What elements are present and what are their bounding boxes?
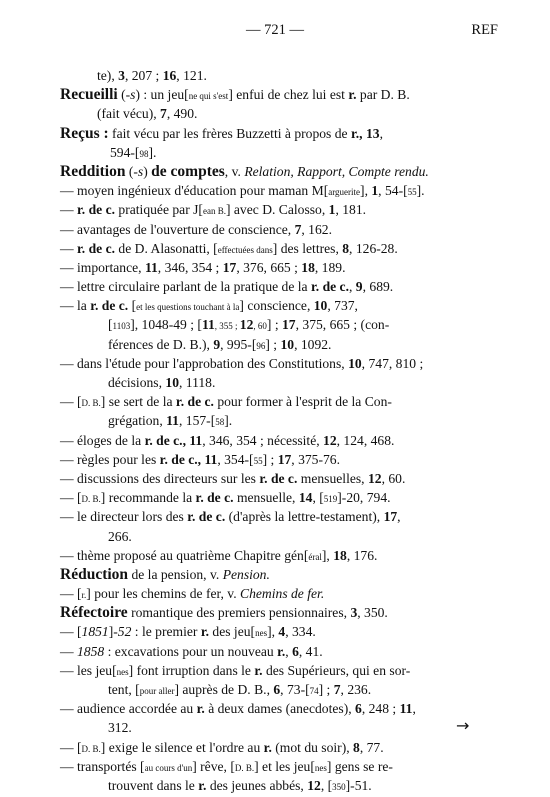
entry-text: 18 — [333, 547, 347, 563]
entry-text: -s — [133, 163, 144, 179]
entry-text: , — [412, 701, 416, 717]
entry-headword: Réduction — [60, 565, 129, 583]
entry-text: 1851 — [81, 624, 109, 640]
entry-text: ] et les jeu[ — [254, 758, 315, 774]
entry-headword: Recueilli — [60, 86, 118, 104]
entry-text: ]. — [224, 413, 233, 429]
entry-text: — [ — [60, 586, 82, 602]
entry-text: ] auprès de D. B., — [174, 682, 274, 697]
entry-text: , 995-[ — [220, 336, 257, 352]
entry-text: ] pour les chemins de fer, v. — [86, 586, 241, 602]
entry-text: D. B. — [81, 494, 101, 505]
entry-text: 519 — [323, 494, 338, 505]
entry-text: — audience accordée au — [60, 701, 197, 717]
entry-text: 18 — [301, 259, 315, 275]
entry-text: mensuelle, — [233, 490, 299, 506]
entry-text: r. — [198, 777, 207, 793]
index-line — [60, 603, 500, 622]
entry-text: r. de c. — [175, 394, 214, 410]
entry-text: 4 — [278, 624, 286, 640]
entry-text: 7 — [160, 106, 167, 122]
entry-text: éral — [308, 551, 322, 562]
entry-text: ] ; — [266, 317, 282, 333]
index-line — [60, 546, 500, 565]
index-line — [60, 258, 500, 277]
entry-text: 55 — [407, 187, 417, 198]
entry-text: r. — [196, 701, 205, 717]
index-line — [60, 104, 500, 123]
entry-text: [ — [108, 317, 113, 333]
entry-text: , — [379, 125, 383, 141]
entry-text: 6 — [292, 643, 299, 659]
entry-text: — thème proposé au quatrième Chapitre gén[ — [60, 547, 309, 563]
entry-text: , 157-[ — [178, 413, 216, 429]
entry-text: 52 — [117, 624, 132, 640]
entry-text: 266. — [108, 528, 132, 544]
entry-text: , 354-[ — [217, 451, 254, 467]
index-line — [60, 738, 500, 757]
entry-text: 55 — [253, 455, 263, 466]
entry-text: ] rêve, [ — [192, 758, 235, 774]
entry-text: r. de c. — [259, 470, 298, 486]
entry-text: 312. — [108, 720, 132, 736]
index-line — [60, 507, 500, 526]
entry-text: , 248 ; — [361, 701, 400, 717]
entry-text: D. B. — [234, 762, 255, 773]
entry-text: 10 — [313, 298, 328, 314]
entry-text: nes — [255, 628, 268, 639]
index-line — [60, 642, 500, 661]
entry-headword: Réfectoire — [60, 604, 128, 622]
entry-text: 11 — [201, 317, 215, 333]
entry-text: et les questions touchant à la — [136, 302, 240, 313]
entry-text: ]- — [108, 624, 118, 640]
entry-text: — éloges de la — [60, 432, 145, 448]
entry-text: romantique des premiers pensionnaires, — [127, 605, 351, 621]
index-line — [60, 661, 500, 680]
entry-text: r. de c., 11 — [159, 451, 218, 467]
entry-text: Chemins de fer. — [240, 586, 325, 602]
entry-text: à deux dames (anecdotes), — [204, 701, 356, 717]
entry-text: 10 — [165, 375, 179, 390]
entry-text: ] conscience, — [239, 298, 314, 314]
index-line — [60, 220, 500, 239]
entry-text: 12 — [239, 317, 254, 333]
entry-text: 17 — [383, 509, 398, 525]
entry-text: — règles pour les — [60, 451, 160, 467]
index-line — [60, 411, 500, 430]
entry-text: — avantages de l'ouverture de conscience, — [60, 221, 295, 237]
index-line — [60, 277, 500, 296]
entry-text: : excavations pour un nouveau — [104, 643, 278, 659]
entry-text: ( — [125, 163, 134, 179]
entry-text: 6 — [355, 701, 362, 717]
entry-text: r. de c. — [90, 298, 129, 314]
entry-text: , 54-[ — [378, 183, 408, 199]
entry-text: de la pension, v. — [128, 566, 223, 582]
entry-text: 10 — [280, 336, 295, 352]
entry-text: 96 — [256, 340, 266, 351]
entry-text: mensuelles, — [297, 470, 368, 486]
entry-text: , 60. — [381, 470, 406, 486]
entry-text: trouvent dans le — [108, 777, 199, 793]
entry-text: 1103 — [112, 321, 131, 332]
entry-text: ] ; — [265, 336, 281, 352]
entry-text: — [ — [60, 490, 82, 506]
entry-text: tent, [ — [108, 682, 140, 697]
entry-text: , 689. — [362, 279, 394, 295]
entry-text: ] avec D. Calosso, — [225, 202, 329, 218]
entry-text: — [ — [60, 394, 82, 410]
entry-text: 6 — [273, 682, 281, 697]
index-line — [60, 85, 500, 104]
entry-text: 10 — [348, 355, 362, 371]
entry-text: , 1092. — [294, 336, 332, 352]
entry-text: ] ; — [262, 451, 278, 467]
entry-text: 12 — [307, 777, 321, 793]
entry-text: , 747, 810 ; — [361, 355, 424, 371]
entry-text: 1858 — [77, 643, 105, 659]
entry-text: nes — [116, 666, 129, 677]
entry-text: 98 — [139, 148, 149, 159]
index-line — [60, 450, 500, 469]
entry-text: 58 — [215, 417, 225, 428]
index-line — [60, 239, 500, 258]
entry-text: , v. — [224, 163, 245, 179]
entry-text: , — [349, 279, 356, 295]
index-line — [60, 718, 500, 737]
entry-text: ], — [321, 547, 334, 563]
entry-text: , [ — [320, 777, 333, 793]
entry-text: r. — [263, 739, 272, 755]
index-line — [60, 354, 500, 373]
index-line — [60, 622, 500, 641]
entry-text: ] se sert de la — [100, 394, 176, 410]
index-line — [60, 66, 500, 85]
entry-text: 17 — [277, 451, 292, 467]
entry-text: 8 — [342, 240, 350, 256]
entry-text: 17 — [222, 259, 237, 275]
entry-text: ) : un jeu[ — [135, 87, 189, 103]
entry-text: -s — [125, 87, 136, 103]
entry-text: — dans l'étude pour l'approbation des Constitutions, — [60, 355, 349, 371]
entry-text: — — [60, 240, 77, 256]
entry-text: , 207 ; — [124, 68, 163, 83]
entry-text: férences de D. B.), — [108, 336, 214, 352]
entry-text: — [ — [60, 624, 82, 640]
entry-text: r. — [254, 662, 263, 678]
entry-text: , — [397, 509, 401, 525]
entry-text: 74 — [309, 686, 319, 696]
entry-text: 9 — [355, 279, 363, 295]
entry-text: 17 — [282, 317, 296, 333]
entry-text: 3 — [118, 68, 125, 83]
index-entries — [60, 66, 500, 795]
entry-text: 11 — [144, 259, 158, 275]
entry-text: D. B. — [81, 398, 101, 409]
index-line — [60, 680, 500, 699]
entry-text: — la — [60, 298, 91, 314]
index-line — [60, 335, 500, 354]
entry-text: , 41. — [298, 643, 323, 659]
index-line — [60, 565, 500, 584]
entry-text: , 162. — [301, 221, 332, 237]
index-line — [60, 143, 500, 162]
entry-text: décisions, — [108, 375, 166, 390]
entry-text: 1 — [371, 183, 379, 199]
entry-text: 7 — [333, 682, 341, 697]
entry-text: , [ — [312, 490, 324, 506]
index-line — [60, 757, 500, 776]
index-line — [60, 488, 500, 507]
entry-text: (d'après la lettre-testament), — [225, 509, 384, 525]
entry-text: , 490. — [166, 106, 198, 122]
entry-text: — [ — [60, 739, 82, 755]
index-line — [60, 469, 500, 488]
entry-text: , 181. — [335, 202, 367, 218]
entry-text: ) — [143, 163, 152, 179]
index-line — [60, 162, 500, 181]
index-line — [60, 315, 500, 334]
entry-text: r., 13 — [350, 125, 380, 141]
entry-text: , 375-76. — [291, 451, 340, 467]
entry-text: de D. Alasonatti, [ — [115, 240, 218, 256]
entry-text: fait vécu par les frères Buzzetti à propos de — [108, 125, 351, 141]
entry-text: 12 — [323, 432, 337, 448]
entry-text: , 77. — [359, 739, 384, 755]
entry-text: r. de c. — [195, 490, 234, 506]
entry-headword: Reçus : — [60, 124, 109, 142]
entry-text: effectuées dans — [217, 244, 273, 255]
entry-text: r. — [277, 643, 286, 659]
entry-text: arguerite — [328, 187, 361, 198]
entry-text: ] ; — [318, 682, 334, 697]
running-head: REF — [471, 22, 498, 38]
entry-text: r. — [81, 590, 87, 601]
entry-text: , 236. — [340, 682, 372, 697]
index-line — [60, 181, 500, 200]
entry-text: ]-20, 794. — [337, 490, 391, 506]
entry-text: r. — [348, 87, 357, 103]
entry-text: des jeu[ — [209, 624, 256, 640]
entry-text: 11 — [166, 413, 179, 429]
index-line — [60, 527, 500, 546]
entry-text: pratiquée par J[ — [115, 202, 203, 218]
entry-text: ( — [117, 87, 126, 103]
entry-text: , 73-[ — [280, 682, 310, 697]
entry-text: Relation, Rapport, Compte rendu. — [244, 163, 429, 179]
entry-text: pour former à l'esprit de la Con- — [213, 394, 392, 410]
entry-text: Pension. — [222, 566, 270, 582]
page-header — [0, 22, 550, 42]
entry-text: 14 — [298, 490, 313, 506]
entry-text: — le directeur lors des — [60, 509, 188, 525]
entry-text: te), — [97, 68, 119, 83]
entry-text: , — [285, 643, 293, 659]
entry-text: r. de c. — [77, 202, 116, 218]
entry-text: — — [60, 202, 77, 218]
entry-text: 16 — [162, 68, 177, 83]
entry-text: ] recommande la — [100, 490, 196, 506]
entry-text: , 346, 354 ; — [157, 259, 223, 275]
entry-text: ]. — [416, 183, 425, 199]
entry-text: ] des lettres, — [272, 240, 343, 256]
entry-text: ], 1048-49 ; [ — [130, 317, 202, 333]
entry-text: au cours d'un — [144, 762, 193, 773]
entry-text: , 1118. — [178, 375, 216, 390]
entry-text: 594-[ — [110, 144, 140, 160]
entry-text: , 334. — [285, 624, 316, 640]
entry-text: ] gens se re- — [326, 758, 393, 774]
entry-text: : le premier — [131, 624, 201, 640]
entry-text: r. de c., 11 — [144, 432, 203, 448]
entry-text: ean B. — [202, 206, 226, 217]
entry-text: 8 — [353, 739, 360, 755]
entry-text: [ — [128, 298, 137, 314]
entry-text: ], — [267, 624, 279, 640]
entry-text: ] font irruption dans le — [128, 662, 255, 678]
entry-text: 11 — [399, 701, 413, 717]
entry-text: r. — [200, 624, 210, 640]
entry-headword: Reddition — [60, 162, 126, 180]
entry-text: 3 — [350, 605, 358, 621]
entry-text: , 126-28. — [349, 240, 398, 256]
index-line — [60, 699, 500, 718]
entry-text: — importance, — [60, 259, 145, 275]
entry-text: r. de c. — [187, 509, 226, 525]
index-line — [60, 200, 500, 219]
entry-text: , 350. — [357, 605, 388, 621]
entry-text: , 189. — [314, 259, 346, 275]
entry-text: 12 — [367, 470, 382, 486]
entry-text: ]-51. — [345, 777, 372, 793]
index-line — [60, 296, 500, 315]
entry-text: (mot du soir), — [271, 739, 354, 755]
entry-text: ne qui s'est — [188, 91, 229, 102]
entry-text: — lettre circulaire parlant de la pratique de la — [60, 279, 311, 295]
entry-text: ]. — [148, 144, 157, 160]
entry-text: , 355 ; — [214, 321, 240, 332]
entry-text: des Supérieurs, qui en sor- — [262, 662, 411, 678]
entry-text: — moyen ingénieux d'éducation pour maman M[ — [60, 183, 329, 199]
entry-text: , 176. — [346, 547, 378, 563]
index-line — [60, 124, 500, 143]
entry-text: par D. B. — [356, 87, 410, 103]
entry-text: ] exige le silence et l'ordre au — [100, 739, 264, 755]
entry-text: 7 — [294, 221, 302, 237]
entry-text: — discussions des directeurs sur les — [60, 470, 260, 486]
entry-text: 350 — [332, 781, 346, 792]
entry-headword: de comptes — [151, 162, 225, 180]
continuation-arrow-icon: → — [456, 716, 470, 735]
entry-text: 9 — [213, 336, 221, 352]
index-line — [60, 431, 500, 450]
entry-text: , 375, 665 ; (con- — [295, 317, 390, 333]
page-number: — 721 — — [246, 22, 304, 38]
entry-text: 1 — [328, 202, 336, 218]
entry-text: ], — [360, 183, 372, 199]
entry-text: , 60 — [253, 321, 267, 332]
entry-text: r. de c. — [77, 240, 116, 256]
entry-text: nes — [314, 762, 327, 773]
entry-text: — transportés [ — [60, 758, 145, 774]
entry-text: des jeunes abbés, — [206, 777, 308, 793]
entry-text: grégation, — [108, 413, 167, 429]
entry-text: , 376, 665 ; — [236, 259, 302, 275]
entry-text: , 346, 354 ; nécessité, — [202, 432, 324, 448]
entry-text: r. de c. — [310, 279, 349, 295]
entry-text: , 121. — [176, 68, 207, 83]
entry-text: — les jeu[ — [60, 662, 117, 678]
index-line — [60, 584, 500, 603]
index-line — [60, 373, 500, 392]
entry-text: , 737, — [327, 298, 358, 314]
entry-text: (fait vécu), — [97, 106, 161, 122]
index-line — [60, 776, 500, 795]
entry-text: pour aller — [139, 686, 175, 696]
entry-text: ] enfui de chez lui est — [228, 87, 349, 103]
entry-text: D. B. — [81, 743, 101, 754]
entry-text: — — [60, 643, 77, 659]
entry-text: , 124, 468. — [336, 432, 395, 448]
index-line — [60, 392, 500, 411]
